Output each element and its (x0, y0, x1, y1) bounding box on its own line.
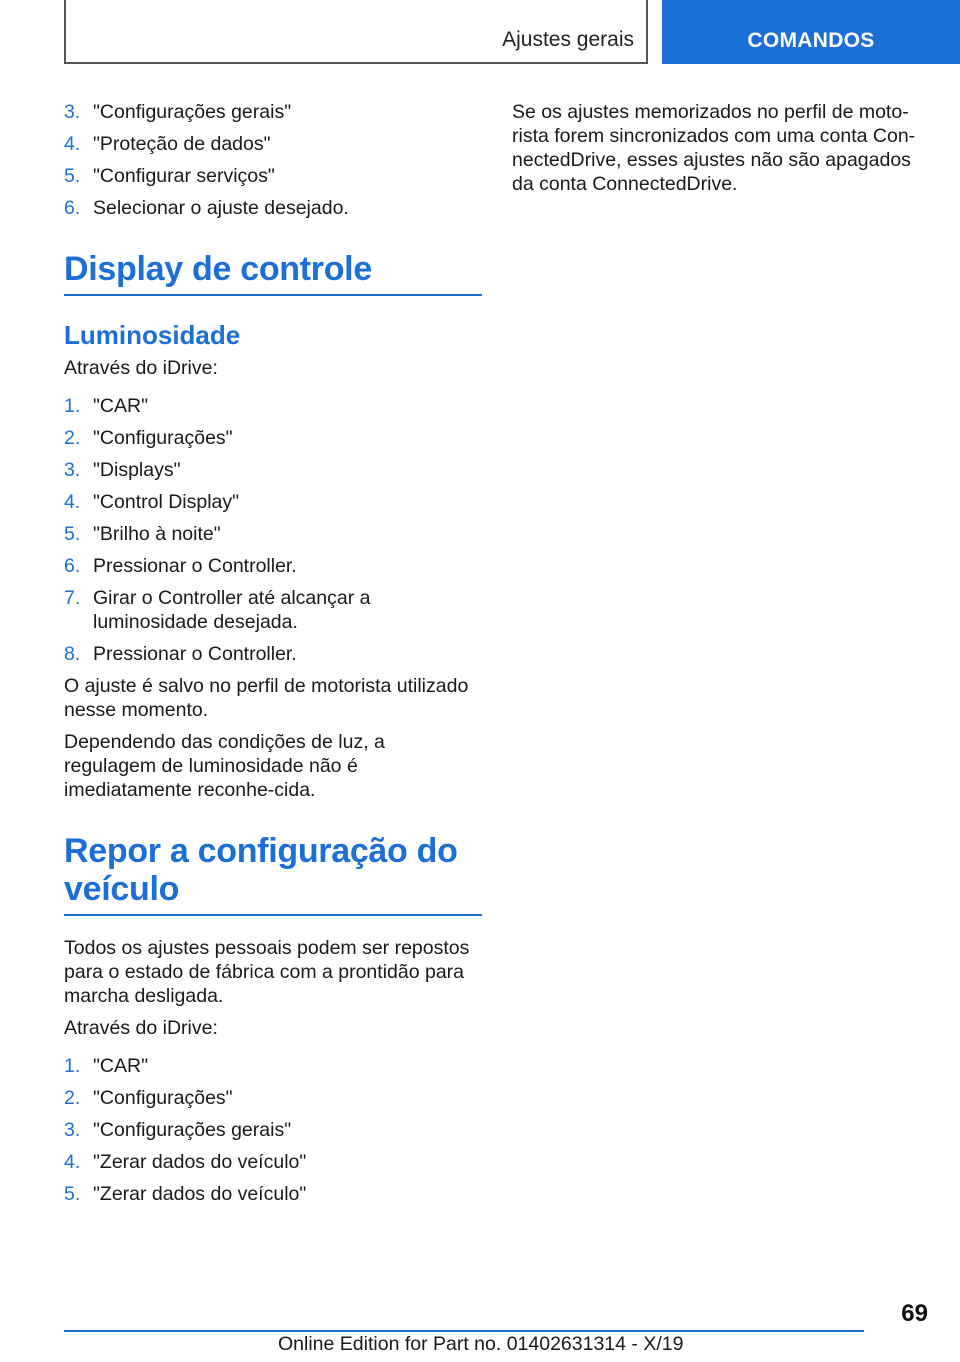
step-text: "Zerar dados do veículo" (93, 1183, 307, 1205)
step-number: 7. (64, 587, 81, 609)
step-text: "Zerar dados do veículo" (93, 1151, 307, 1173)
step-text: "Configurações gerais" (93, 101, 292, 123)
step-text: Pressionar o Controller. (93, 555, 297, 577)
header-chapter-tab (662, 0, 960, 64)
step-number: 3. (64, 1119, 81, 1141)
step-number: 5. (64, 523, 81, 545)
step-number: 5. (64, 165, 81, 187)
section-title-display: Display de controle (64, 250, 482, 296)
step-number: 3. (64, 101, 81, 123)
page-number: 69 (901, 1300, 928, 1327)
step-text: Pressionar o Controller. (93, 643, 297, 665)
step-number: 1. (64, 1055, 81, 1077)
section-title-reset: Repor a configuração do veículo (64, 832, 482, 916)
list-item (64, 490, 482, 514)
list-item (64, 100, 482, 124)
list-item (64, 426, 482, 450)
list-item (64, 394, 482, 418)
step-number: 4. (64, 133, 81, 155)
reset-steps-list (64, 1054, 482, 1206)
step-number: 6. (64, 555, 81, 577)
list-item (64, 164, 482, 188)
step-number: 1. (64, 395, 81, 417)
header-section-title: Ajustes gerais (502, 28, 634, 51)
list-item (64, 196, 482, 220)
connecteddrive-note: Se os ajustes memorizados no perfil de moto-rista forem sincronizados com uma conta Con-nectedDrive, esses ajustes não são apagados da conta ConnectedDrive. (512, 101, 916, 195)
subsection-title-luminosity: Luminosidade (64, 320, 241, 350)
reset-via-idrive-text: Através do iDrive: (64, 1017, 218, 1039)
step-number: 6. (64, 197, 81, 219)
step-number: 2. (64, 427, 81, 449)
step-number: 4. (64, 1151, 81, 1173)
list-item (64, 132, 482, 156)
header-chapter-label: COMANDOS (747, 29, 875, 52)
step-number: 2. (64, 1087, 81, 1109)
footer-edition-text: Online Edition for Part no. 01402631314 - X/19 (278, 1333, 684, 1355)
luminosity-note-saved: O ajuste é salvo no perfil de motorista utilizado nesse momento. (64, 675, 469, 721)
step-number: 4. (64, 491, 81, 513)
step-text: Girar o Controller até alcançar a luminosidade desejada. (93, 587, 371, 633)
step-text: "Displays" (93, 459, 181, 481)
list-item (64, 554, 482, 578)
step-text: "Configurações gerais" (93, 1119, 292, 1141)
list-item (64, 522, 482, 546)
list-item (64, 1182, 482, 1206)
step-number: 5. (64, 1183, 81, 1205)
list-item (64, 1118, 482, 1142)
step-text: "Configurar serviços" (93, 165, 275, 187)
left-column (64, 100, 482, 1214)
step-number: 8. (64, 643, 81, 665)
list-item (64, 458, 482, 482)
step-text: "Brilho à noite" (93, 523, 221, 545)
list-item (64, 642, 482, 666)
step-text: "Control Display" (93, 491, 240, 513)
list-item (64, 586, 482, 634)
step-text: "Configurações" (93, 427, 233, 449)
list-item (64, 1086, 482, 1110)
list-item (64, 1054, 482, 1078)
step-number: 3. (64, 459, 81, 481)
step-text: "CAR" (93, 1055, 149, 1077)
luminosity-note-conditions: Dependendo das condições de luz, a regulagem de luminosidade não é imediatamente reconhe-cida. (64, 731, 385, 801)
via-idrive-text: Através do iDrive: (64, 357, 218, 379)
reset-intro-text: Todos os ajustes pessoais podem ser repostos para o estado de fábrica com a prontidão para marcha desligada. (64, 937, 470, 1007)
header-section-box (64, 0, 648, 64)
step-text: Selecionar o ajuste desejado. (93, 197, 349, 219)
step-text: "Configurações" (93, 1087, 233, 1109)
step-text: "Proteção de dados" (93, 133, 271, 155)
list-item (64, 1150, 482, 1174)
right-column (512, 100, 930, 204)
footer-divider (64, 1330, 864, 1332)
step-text: "CAR" (93, 395, 149, 417)
intro-steps-list (64, 100, 482, 220)
luminosity-steps-list (64, 394, 482, 666)
